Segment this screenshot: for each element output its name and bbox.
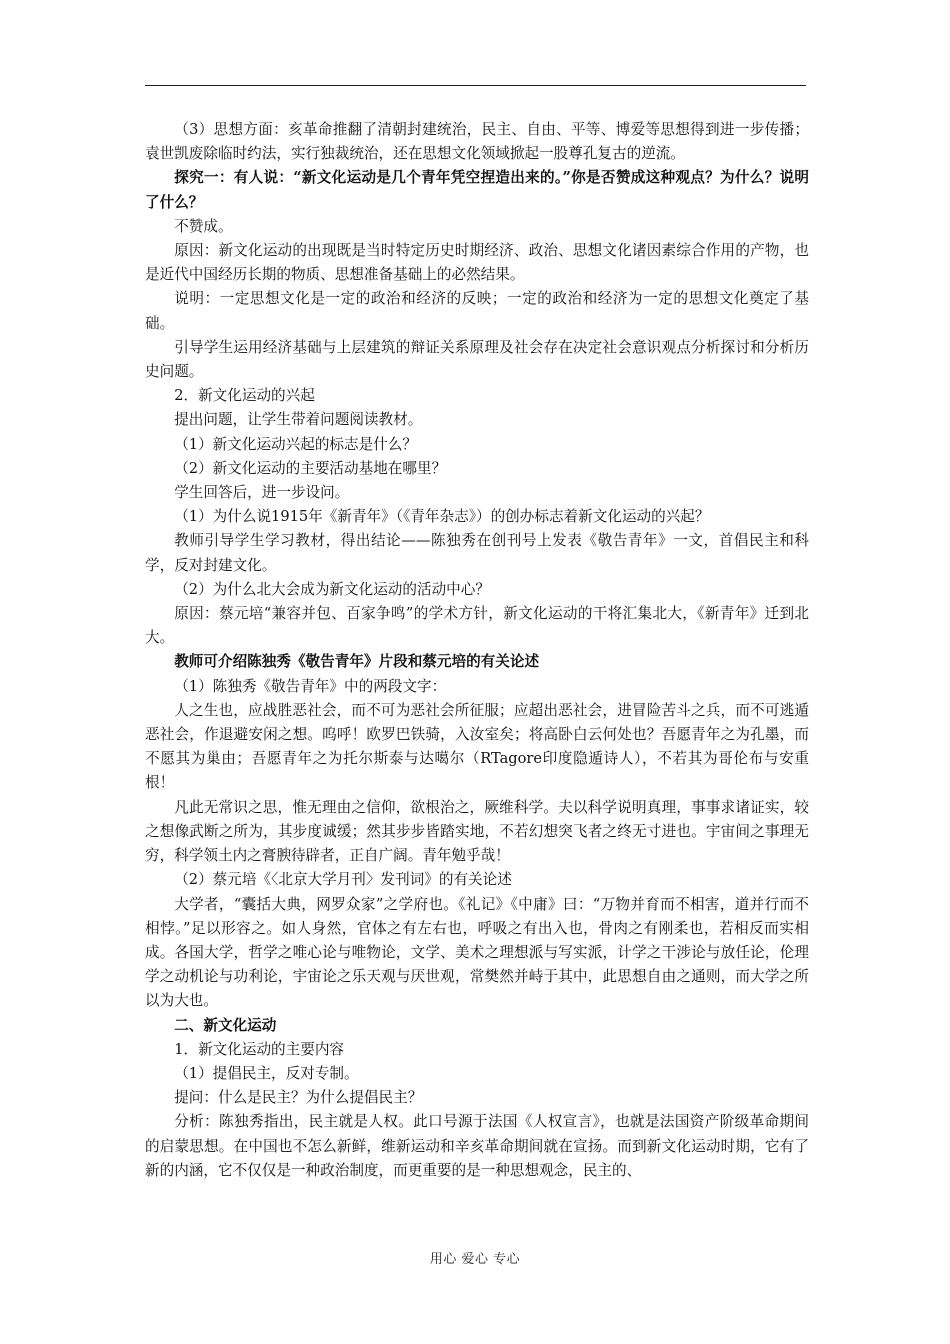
header-rule bbox=[145, 85, 806, 86]
page-footer: 用心 爱心 专心 bbox=[429, 1252, 521, 1267]
paragraph: 不赞成。 bbox=[174, 217, 233, 235]
document-body bbox=[145, 118, 809, 1183]
paragraph: 提问：什么是民主？为什么提倡民主？ bbox=[174, 1089, 423, 1107]
question-item: （1）新文化运动兴起的标志是什么？ bbox=[174, 435, 417, 453]
paragraph: 原因：新文化运动的出现既是当时特定历史时期经济、政治、思想文化诸因素综合作用的产物，也是近代中国经历长期的物质、思想准备基础上的必然结果。 bbox=[145, 242, 809, 284]
question-item: （2）新文化运动的主要活动基地在哪里？ bbox=[174, 459, 447, 477]
section-subheading: 1．新文化运动的主要内容 bbox=[174, 1040, 345, 1058]
list-item: （1）提倡民主，反对专制。 bbox=[174, 1064, 359, 1082]
paragraph: 学生回答后，进一步设问。 bbox=[174, 484, 350, 502]
section-subheading: 2．新文化运动的兴起 bbox=[174, 387, 315, 405]
paragraph: （1）陈独秀《敬告青年》中的两段文字： bbox=[174, 677, 447, 695]
quotation-paragraph: 凡此无常识之思，惟无理由之信仰，欲根治之，厥维科学。夫以科学说明真理，事事求诸证实，较之想像武断之所为，其步度诚缓；然其步步皆踏实地，不若幻想突飞者之终无寸进也。宇宙间之事理无穷，科学领土内之膏腴待辟者，正自广阔。青年勉乎哉！ bbox=[145, 798, 809, 865]
question-item: （1）为什么说1915年《新青年》（《青年杂志》）的创办标志着新文化运动的兴起？ bbox=[174, 508, 710, 526]
paragraph: 教师引导学生学习教材，得出结论——陈独秀在创刊号上发表《敬告青年》一文，首倡民主和科学，反对封建文化。 bbox=[145, 532, 809, 574]
question-item: （2）为什么北大会成为新文化运动的活动中心？ bbox=[174, 580, 490, 598]
paragraph: 原因：蔡元培“兼容并包、百家争鸣”的学术方针，新文化运动的干将汇集北大，《新青年》迁到北大。 bbox=[145, 605, 809, 647]
paragraph: 说明：一定思想文化是一定的政治和经济的反映；一定的政治和经济为一定的思想文化奠定了基础。 bbox=[145, 290, 809, 332]
paragraph: 引导学生运用经济基础与上层建筑的辩证关系原理及社会存在决定社会意识观点分析探讨和分析历史问题。 bbox=[145, 338, 809, 381]
section-heading: 二、新文化运动 bbox=[174, 1016, 277, 1034]
paragraph: 分析：陈独秀指出，民主就是人权。此口号源于法国《人权宣言》，也就是法国资产阶级革命期间的启蒙思想。在中国也不怎么新鲜，维新运动和辛亥革命期间就在宣扬。而到新文化运动时期，它有了新的内涵，它不仅仅是一种政治制度，而更重要的是一种思想观念，民主的、 bbox=[145, 1113, 809, 1179]
paragraph: （3）思想方面：亥革命推翻了清朝封建统治，民主、自由、平等、博爱等思想得到进一步传播；袁世凯废除临时约法，实行独裁统治，还在思想文化领域掀起一股尊孔复古的逆流。 bbox=[145, 121, 809, 163]
paragraph: （2）蔡元培《〈北京大学月刊〉发刊词》的有关论述 bbox=[174, 871, 512, 889]
quotation-paragraph: 大学者，“囊括大典，网罗众家”之学府也。《礼记》《中庸》曰：“万物并育而不相害，道并行而不相悖。”足以形容之。如人身然，官体之有左右也，呼吸之有出入也，骨肉之有刚柔也，若相反而实相成。各国大学，哲学之唯心论与唯物论，文学、美术之理想派与写实派，计学之干涉论与放任论，伦理学之动机论与功利论，宇宙论之乐天观与厌世观，常樊然并峙于其中，此思想自由之通则，而大学之所以为大也。 bbox=[145, 895, 809, 1010]
inquiry-heading: 探究一：有人说：“新文化运动是几个青年凭空捏造出来的。”你是否赞成这种观点？为什么？说明了什么？ bbox=[145, 169, 809, 211]
paragraph: 提出问题，让学生带着问题阅读教材。 bbox=[174, 411, 423, 429]
bold-heading: 教师可介绍陈独秀《敬告青年》片段和蔡元培的有关论述 bbox=[174, 653, 540, 671]
quotation-paragraph: 人之生也，应战胜恶社会，而不可为恶社会所征服；应超出恶社会，进冒险苦斗之兵，而不可逃遁恶社会，作退避安闲之想。呜呼！欧罗巴铁骑，入汝室矣；将高卧白云何处也？吾愿青年之为孔墨，而不愿其为巢由；吾愿青年之为托尔斯泰与达噶尔（RTagore印度隐遁诗人），不若其为哥伦布与安重根！ bbox=[145, 701, 809, 792]
